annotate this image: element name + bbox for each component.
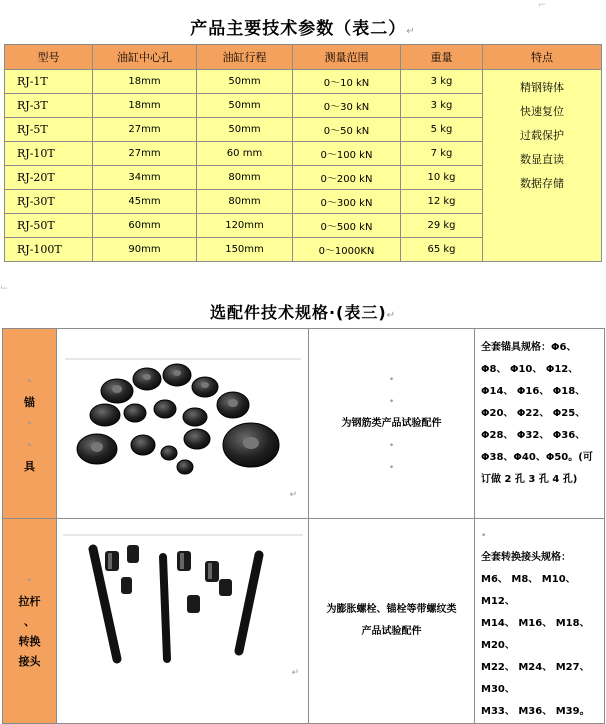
cell-model: RJ-20T (5, 166, 93, 190)
cell-range: 0～30 kN (293, 94, 401, 118)
cell-stroke: 50mm (197, 118, 293, 142)
cell-weight: 65 kg (401, 238, 483, 262)
cell-model: RJ-5T (5, 118, 93, 142)
cell-model: RJ-30T (5, 190, 93, 214)
table-row (3, 329, 605, 519)
anchor-label-char: 锚 (24, 395, 35, 409)
anchor-label-cell: • 锚 • • 具 (3, 329, 57, 519)
cell-range: 0～500 kN (293, 214, 401, 238)
table3-title-text: 选配件技术规格·(表三) (209, 303, 387, 322)
header-stroke: 油缸行程 (197, 45, 293, 70)
cell-stroke: 50mm (197, 94, 293, 118)
cell-weight: 7 kg (401, 142, 483, 166)
cell-bore: 34mm (93, 166, 197, 190)
cell-stroke: 50mm (197, 70, 293, 94)
spec-line: Φ20、 Φ22、 Φ25、 (481, 408, 586, 419)
spec-line: Φ14、 Φ16、 Φ18、 (481, 386, 586, 397)
header-weight: 重量 (401, 45, 483, 70)
anchor-label-char: 具 (24, 459, 35, 473)
cell-model: RJ-1T (5, 70, 93, 94)
spec-line: M22、 M24、 M27、 M30、 (481, 662, 590, 695)
spec-line: 全套锚具规格：Φ6、 (481, 342, 577, 353)
cell-range: 0～10 kN (293, 70, 401, 94)
rod-label-cell: • 拉杆 、 转换 接头 (3, 519, 57, 724)
cell-range: 0～50 kN (293, 118, 401, 142)
rod-label-line: 、 (24, 615, 35, 628)
header-range: 测量范围 (293, 45, 401, 70)
table2-title-text: 产品主要技术参数（表二） (190, 19, 407, 39)
feature-item: 精钢铸体 (520, 81, 564, 94)
cell-bore: 18mm (93, 94, 197, 118)
cell-bore: 90mm (93, 238, 197, 262)
rod-photo-image (63, 531, 303, 681)
cell-stroke: 150mm (197, 238, 293, 262)
table3-title (0, 300, 606, 323)
anchor-photo-cell (57, 329, 309, 519)
cell-stroke: 120mm (197, 214, 293, 238)
feature-item: 数显直读 (520, 153, 564, 166)
feature-item: 过载保护 (520, 129, 564, 142)
cell-weight: 10 kg (401, 166, 483, 190)
features-cell (483, 70, 602, 262)
spec-line: M6、 M8、 M10、 M12、 (481, 574, 576, 607)
cell-range: 0～100 kN (293, 142, 401, 166)
page-corner-mark-icon: ⌐ (538, 0, 547, 11)
table2-title (0, 14, 606, 39)
cell-model: RJ-100T (5, 238, 93, 262)
cell-range: 0～1000KN (293, 238, 401, 262)
spec-line: Φ28、 Φ32、 Φ36、 (481, 430, 586, 441)
table-header-row (5, 45, 602, 70)
cell-bore: 27mm (93, 142, 197, 166)
cell-stroke: 80mm (197, 166, 293, 190)
rod-spec-cell: • 全套转换接头规格： M6、 M8、 M10、 M12、 M14、 M16、 M18、 M20、 M22、 M24、 M27、 M30、 M33、 M36、 M39。 (475, 519, 605, 724)
feature-item: 快速复位 (520, 105, 564, 118)
anchor-spec-cell (475, 329, 605, 519)
spec-line: M14、 M16、 M18、 M20、 (481, 618, 590, 651)
spec-line: Φ38、Φ40、Φ50。(可 (481, 452, 593, 463)
feature-item: 数据存储 (520, 177, 564, 190)
cell-stroke: 60 mm (197, 142, 293, 166)
spec-line: M33、 M36、 M39。 (481, 706, 590, 717)
accessories-table (2, 328, 605, 724)
anchor-desc-text: 为钢筋类产品试验配件 (341, 417, 442, 429)
table-row (3, 519, 605, 724)
cell-weight: 5 kg (401, 118, 483, 142)
table-row (5, 70, 602, 94)
spec-line: Φ8、 Φ10、 Φ12、 (481, 364, 579, 375)
cell-bore: 45mm (93, 190, 197, 214)
page-corner-mark-icon: ⌙ (0, 282, 9, 293)
header-bore: 油缸中心孔 (93, 45, 197, 70)
cell-stroke: 80mm (197, 190, 293, 214)
paragraph-mark-icon: ↵ (291, 668, 299, 678)
cell-bore: 60mm (93, 214, 197, 238)
cell-range: 0～300 kN (293, 190, 401, 214)
anchor-desc-cell: • • 为钢筋类产品试验配件 • • (309, 329, 475, 519)
cell-model: RJ-50T (5, 214, 93, 238)
paragraph-mark-icon: ↵ (386, 310, 397, 321)
cell-range: 0～200 kN (293, 166, 401, 190)
cell-weight: 3 kg (401, 70, 483, 94)
cell-bore: 27mm (93, 118, 197, 142)
rod-desc-line: 为膨胀螺栓、锚栓等带螺纹类 (326, 604, 457, 615)
tech-params-table (4, 44, 602, 262)
spec-line: 订做 2 孔 3 孔 4 孔) (481, 474, 578, 485)
paragraph-mark-icon: ↵ (289, 490, 297, 500)
spec-line: 全套转换接头规格： (481, 552, 571, 563)
rod-label-line: 转换 (18, 635, 41, 648)
cell-weight: 3 kg (401, 94, 483, 118)
rod-label-line: 拉杆 (18, 595, 41, 608)
rod-photo-cell (57, 519, 309, 724)
rod-desc-line: 产品试验配件 (361, 626, 422, 637)
rod-desc-cell (309, 519, 475, 724)
cell-model: RJ-10T (5, 142, 93, 166)
cell-bore: 18mm (93, 70, 197, 94)
header-model: 型号 (5, 45, 93, 70)
paragraph-mark-icon: ↵ (406, 26, 416, 37)
cell-model: RJ-3T (5, 94, 93, 118)
cell-weight: 29 kg (401, 214, 483, 238)
anchor-photo-image (65, 353, 301, 503)
header-features: 特点 (483, 45, 602, 70)
rod-label-line: 接头 (18, 655, 41, 668)
cell-weight: 12 kg (401, 190, 483, 214)
